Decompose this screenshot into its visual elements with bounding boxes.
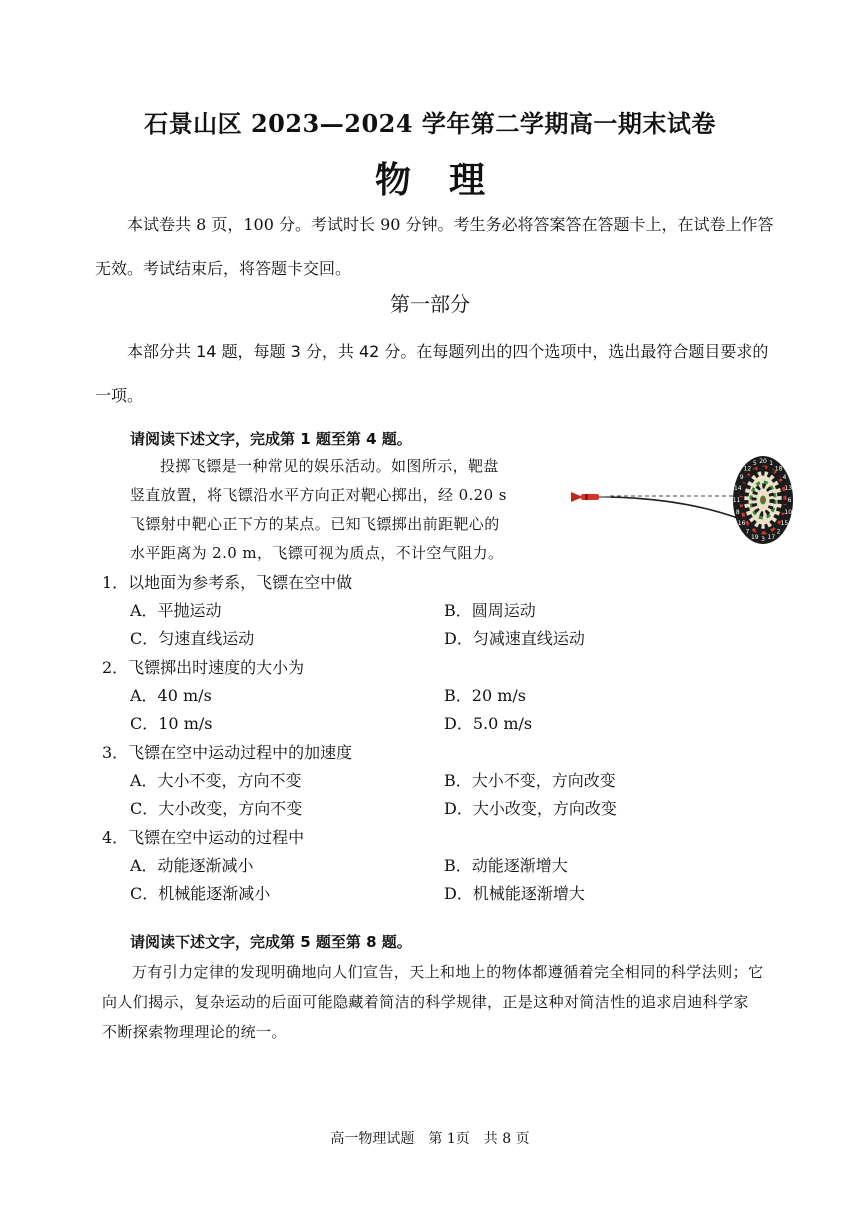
group-intro-2: 请阅读下述文字，完成第 5 题至第 8 题。	[130, 933, 412, 951]
dartboard-number: 9	[739, 474, 744, 482]
option-d[interactable]: D．机械能逐渐增大	[444, 884, 585, 903]
dartboard-number: 2	[776, 528, 781, 536]
dart-figure	[565, 452, 800, 552]
part-description: 本部分共 14 题，每题 3 分，共 42 分。在每题列出的四个选项中，选出最符合题目要求的一项。	[95, 342, 769, 405]
dartboard-number: 8	[735, 509, 740, 517]
dartboard-number: 4	[782, 474, 787, 482]
option-a[interactable]: A．动能逐渐减小	[130, 856, 254, 875]
dartboard-number: 11	[732, 497, 741, 504]
option-d[interactable]: D．大小改变，方向改变	[444, 799, 617, 818]
option-c[interactable]: C．机械能逐渐减小	[130, 884, 271, 903]
passage-line: 竖直放置，将飞镖沿水平方向正对靶心掷出，经 0.20 s	[130, 486, 507, 504]
option-a[interactable]: A．平抛运动	[130, 601, 222, 620]
option-c[interactable]: C．大小改变，方向不变	[130, 799, 303, 818]
passage-line: 飞镖射中靶心正下方的某点。已知飞镖掷出前距靶心的	[130, 515, 500, 533]
passage-line: 投掷飞镖是一种常见的娱乐活动。如图所示，靶盘	[160, 457, 499, 475]
dartboard-number: 12	[743, 465, 752, 473]
dartboard-number: 17	[767, 534, 776, 542]
option-d[interactable]: D．5.0 m/s	[444, 714, 533, 733]
passage-line: 水平距离为 2.0 m，飞镖可视为质点，不计空气阻力。	[130, 544, 504, 562]
question-stem: 3．飞镖在空中运动过程中的加速度	[102, 743, 353, 762]
option-a[interactable]: A．40 m/s	[130, 686, 212, 705]
page-footer: 高一物理试题 第 1页 共 8 页	[330, 1131, 530, 1147]
question-stem: 2．飞镖掷出时速度的大小为	[102, 658, 305, 677]
dartboard-number: 10	[784, 509, 793, 517]
dartboard-number: 20	[759, 458, 767, 465]
dartboard-number: 6	[787, 497, 792, 504]
dartboard-number: 7	[745, 528, 750, 536]
question-stem: 4．飞镖在空中运动的过程中	[102, 828, 305, 847]
option-b[interactable]: B．大小不变，方向改变	[444, 771, 616, 790]
option-b[interactable]: B．动能逐渐增大	[444, 856, 568, 875]
dartboard-number: 16	[737, 519, 746, 527]
group-intro-1: 请阅读下述文字，完成第 1 题至第 4 题。	[130, 430, 412, 448]
gravity-passage: 万有引力定律的发现明确地向人们宣告，天上和地上的物体都遵循着完全相同的科学法则；它向人们揭示，复杂运动的后面可能隐藏着简洁的科学规律，正是这种对简洁性的追求启迪科学家不断探索物理理论的统一。	[102, 963, 764, 1041]
option-d[interactable]: D．匀减速直线运动	[444, 629, 585, 648]
dartboard-number: 14	[733, 484, 742, 492]
dartboard-number: 18	[774, 465, 783, 473]
dartboard-number: 5	[752, 459, 757, 467]
option-b[interactable]: B．20 m/s	[444, 686, 526, 705]
dartboard-number: 13	[784, 484, 793, 492]
dartboard-number: 3	[761, 536, 765, 543]
dartboard-number: 15	[780, 519, 789, 527]
exam-title: 石景山区 2023—2024 学年第二学期高一期末试卷	[144, 109, 716, 138]
option-c[interactable]: C．10 m/s	[130, 714, 213, 733]
option-c[interactable]: C．匀速直线运动	[130, 629, 255, 648]
trajectory-curve	[605, 497, 743, 520]
question-stem: 1．以地面为参考系，飞镖在空中做	[102, 573, 353, 592]
part-heading: 第一部分	[390, 292, 470, 316]
dart-passage	[130, 452, 570, 568]
dartboard-number: 1	[769, 459, 774, 467]
dartboard-number: 19	[750, 534, 759, 542]
option-b[interactable]: B．圆周运动	[444, 601, 536, 620]
exam-instructions: 本试卷共 8 页，100 分。考试时长 90 分钟。考生务必将答案答在答题卡上，在试卷上作答无效。考试结束后，将答题卡交回。	[95, 215, 774, 278]
dartboard-icon	[733, 456, 793, 544]
dart-icon	[571, 492, 611, 502]
option-a[interactable]: A．大小不变，方向不变	[130, 771, 302, 790]
subject-title: 物理	[374, 159, 523, 201]
